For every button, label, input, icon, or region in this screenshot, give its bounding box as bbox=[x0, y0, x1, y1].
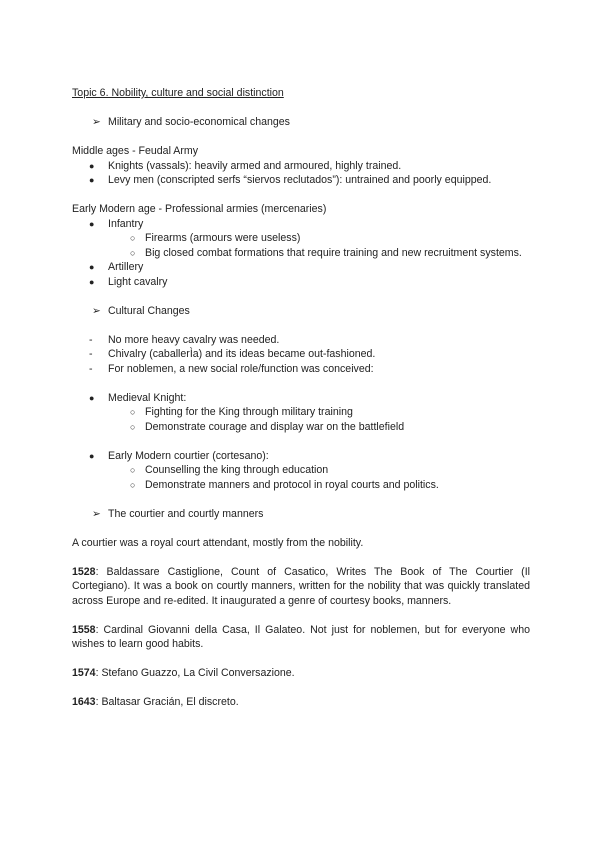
entry-1558 bbox=[72, 623, 530, 652]
list-item bbox=[72, 449, 530, 493]
entry-year: 1558 bbox=[72, 623, 96, 636]
list-item-text: Chivalry (caballerÌa) and its ideas became out-fashioned. bbox=[108, 348, 376, 360]
entry-1643 bbox=[72, 695, 530, 710]
arrow-bullet-icon: ➢ bbox=[92, 507, 101, 520]
spacer bbox=[72, 652, 530, 667]
list-item bbox=[108, 246, 530, 261]
list-item bbox=[108, 420, 530, 435]
list-item bbox=[108, 231, 530, 246]
entry-text: : Baltasar Gracián, El discreto. bbox=[95, 696, 239, 708]
spacer bbox=[72, 188, 530, 203]
early-modern-heading: Early Modern age - Professional armies (mercenaries) bbox=[72, 203, 327, 215]
courtier-list bbox=[72, 449, 530, 493]
list-item-text: Demonstrate manners and protocol in royal courts and politics. bbox=[145, 478, 439, 491]
dash-bullet-icon: - bbox=[89, 333, 93, 346]
bullet-icon: ● bbox=[89, 160, 95, 171]
list-item-text: Levy men (conscripted serfs “siervos reclutados”): untrained and poorly equipped. bbox=[108, 174, 492, 186]
bullet-icon: ● bbox=[89, 175, 95, 185]
spacer bbox=[72, 492, 530, 507]
circle-bullet-icon: ○ bbox=[130, 421, 136, 432]
arrow-bullet-icon: ➢ bbox=[92, 304, 101, 317]
list-item-text: Knights (vassals): heavily armed and armoured, highly trained. bbox=[108, 159, 402, 172]
spacer bbox=[72, 608, 530, 623]
list-item bbox=[72, 217, 530, 261]
entry-1574 bbox=[72, 666, 530, 681]
bullet-icon: ● bbox=[89, 218, 95, 229]
list-item-text: Demonstrate courage and display war on the battlefield bbox=[145, 420, 405, 433]
infantry-sublist bbox=[108, 231, 530, 260]
courtier-sublist bbox=[108, 463, 530, 492]
list-item-text: Firearms (armours were useless) bbox=[145, 232, 301, 244]
courtier-definition: A courtier was a royal court attendant, mostly from the nobility. bbox=[72, 536, 364, 549]
circle-bullet-icon: ○ bbox=[130, 233, 136, 243]
arrow-bullet-icon: ➢ bbox=[92, 116, 101, 128]
section-cultural bbox=[92, 304, 530, 319]
list-item-text: No more heavy cavalry was needed. bbox=[108, 333, 280, 346]
infantry-label: Infantry bbox=[108, 217, 144, 230]
bullet-icon: ● bbox=[89, 392, 95, 403]
entry-year: 1528 bbox=[72, 565, 96, 578]
spacer bbox=[72, 101, 530, 116]
early-modern-list bbox=[72, 217, 530, 290]
bullet-icon: ● bbox=[89, 262, 95, 272]
spacer bbox=[72, 130, 530, 145]
list-item bbox=[72, 260, 530, 275]
entry-year: 1643 bbox=[72, 696, 96, 708]
spacer bbox=[72, 681, 530, 696]
entry-1528 bbox=[72, 565, 530, 609]
spacer bbox=[72, 550, 530, 565]
list-item bbox=[108, 463, 530, 478]
entry-year: 1574 bbox=[72, 667, 96, 679]
knight-list bbox=[72, 391, 530, 435]
list-item-text: For noblemen, a new social role/function was conceived: bbox=[108, 362, 374, 375]
list-item bbox=[72, 159, 530, 174]
section-military bbox=[92, 115, 530, 130]
dash-bullet-icon: - bbox=[89, 348, 93, 360]
middle-ages-list bbox=[72, 159, 530, 188]
list-item bbox=[72, 391, 530, 435]
list-item-text: Fighting for the King through military training bbox=[145, 406, 353, 418]
bullet-icon: ● bbox=[89, 450, 95, 461]
list-item bbox=[72, 362, 530, 377]
list-item-text: Counselling the king through education bbox=[145, 464, 329, 476]
list-item bbox=[72, 347, 530, 362]
spacer bbox=[72, 521, 530, 536]
section-courtier bbox=[92, 507, 530, 522]
entry-text: : Baldassare Castiglione, Count of Casatico, Writes The Book of The Courtier (Il Cortegiano). It was a book on courtly manners, written for the nobility that was quickly translated across Europe and re-edited. It inaugurated a genre of courtesy books, manners. bbox=[72, 565, 530, 607]
circle-bullet-icon: ○ bbox=[130, 465, 136, 475]
entry-text: : Cardinal Giovanni della Casa, Il Galateo. Not just for noblemen, but for everyone who wishes to learn good habits. bbox=[72, 623, 530, 650]
section-cultural-label: Cultural Changes bbox=[108, 304, 190, 317]
middle-ages-heading: Middle ages - Feudal Army bbox=[72, 145, 199, 157]
bullet-icon: ● bbox=[89, 276, 95, 287]
list-item bbox=[108, 478, 530, 493]
list-item bbox=[108, 405, 530, 420]
list-item bbox=[72, 333, 530, 348]
list-item-text: Big closed combat formations that require training and new recruitment systems. bbox=[145, 246, 522, 259]
circle-bullet-icon: ○ bbox=[130, 479, 136, 490]
cultural-changes-list bbox=[72, 333, 530, 377]
spacer bbox=[72, 289, 530, 304]
courtier-label: Early Modern courtier (cortesano): bbox=[108, 449, 269, 462]
page-title: Topic 6. Nobility, culture and social distinction bbox=[72, 87, 284, 99]
circle-bullet-icon: ○ bbox=[130, 407, 136, 417]
list-item bbox=[72, 173, 530, 188]
entry-text: : Stefano Guazzo, La Civil Conversazione. bbox=[95, 667, 295, 679]
circle-bullet-icon: ○ bbox=[130, 247, 136, 258]
section-military-label: Military and socio-economical changes bbox=[108, 116, 290, 128]
list-item-text: Artillery bbox=[108, 261, 144, 273]
knight-sublist bbox=[108, 405, 530, 434]
spacer bbox=[72, 376, 530, 391]
spacer bbox=[72, 434, 530, 449]
spacer bbox=[72, 318, 530, 333]
dash-bullet-icon: - bbox=[89, 362, 93, 375]
document-page bbox=[72, 86, 530, 710]
knight-label: Medieval Knight: bbox=[108, 391, 187, 404]
list-item bbox=[72, 275, 530, 290]
list-item-text: Light cavalry bbox=[108, 275, 168, 288]
section-courtier-label: The courtier and courtly manners bbox=[108, 507, 264, 520]
